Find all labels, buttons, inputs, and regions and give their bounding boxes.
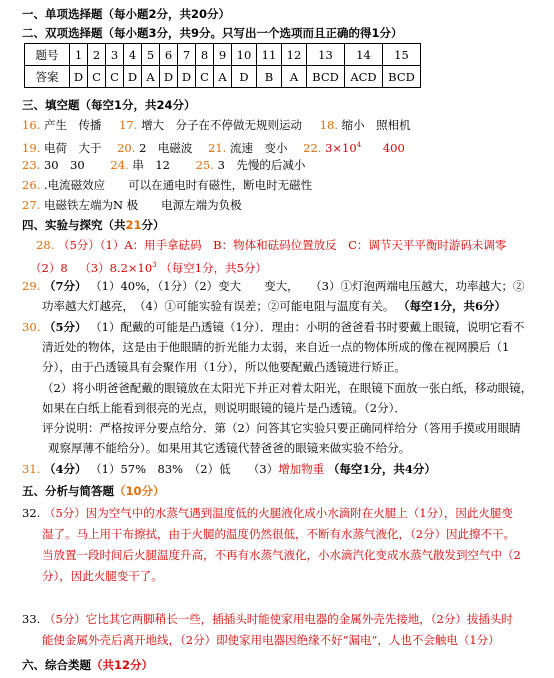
q-number: 18. xyxy=(319,118,339,132)
answer-text: （每空1分，共5分） xyxy=(160,260,267,275)
answer-text: 流速 变小 xyxy=(230,140,288,155)
answer-line-29b xyxy=(42,298,506,314)
answer-line-29a xyxy=(22,278,524,294)
answer-text: 3 先慢的后减小 xyxy=(217,158,306,172)
q-number: 31. xyxy=(22,462,41,476)
answer-text: 400 xyxy=(382,140,405,155)
answer-text: （1）57% 83% （2）低 （3） xyxy=(90,462,279,476)
table-num: 13 xyxy=(307,44,345,66)
answer-line-32c: 当放置一段时间后火腿温度升高，不再有水蒸气液化，小水滴汽化变成水蒸气散发到空气中（2 xyxy=(42,548,521,562)
section-1-heading: 一、单项选择题（每小题2分，共20分） xyxy=(22,7,231,21)
table-answer: D xyxy=(178,66,196,88)
heading-score: （共12分） xyxy=(91,658,154,672)
table-row-numbers xyxy=(25,44,421,66)
table-num: 14 xyxy=(345,44,383,66)
answer-text: 电磁铁左端为N 极 电源左端为负极 xyxy=(43,198,242,212)
table-num: 6 xyxy=(160,44,178,66)
q-number: 28. xyxy=(36,238,55,252)
answer-line-30e: 如果在白纸上能看到很亮的光点，则说明眼镜的镜片是凸透镜。（2分）． xyxy=(42,401,406,415)
table-answer: D xyxy=(160,66,178,88)
heading-text: 分） xyxy=(141,218,165,232)
answer-text: 增加物重 xyxy=(278,462,325,476)
answer-line-30b: 清近处的物体，这是由于他眼睛的折光能力太弱，来自近一点的物体所成的像在视网膜后（1 xyxy=(42,340,510,354)
score: （4分） xyxy=(43,462,87,476)
table-num: 15 xyxy=(383,44,421,66)
table-row-answers xyxy=(25,66,421,88)
table-answer: ACD xyxy=(345,66,383,88)
table-label-ans: 答案 xyxy=(25,66,70,88)
table-num: 9 xyxy=(214,44,232,66)
answer-line-27 xyxy=(22,197,242,213)
table-answer: D xyxy=(232,66,257,88)
table-num: 1 xyxy=(70,44,88,66)
section-4-heading xyxy=(22,217,165,233)
answer-line-30d: （2）将小明爸爸配戴的眼镜放在太阳光下并正对着太阳光，在眼镜下面放一张白纸，移动眼镜， xyxy=(42,381,533,395)
section-6-heading xyxy=(22,657,153,673)
answer-text: 功率越大灯越亮， （4）①可能实验有误差；②可能电阻与温度有关。 xyxy=(42,299,395,313)
table-num: 7 xyxy=(178,44,196,66)
answer-superscript: 4 xyxy=(356,141,362,149)
answer-text: 缩小 照相机 xyxy=(341,118,411,132)
answer-text: 增大 分子在不停做无规则运动 xyxy=(141,118,303,132)
answer-text: （1）配戴的可能是凸透镜（1分）．理由：小明的爸爸看书时要戴上眼镜，说明它看不 xyxy=(90,320,525,334)
q-number: 27. xyxy=(22,198,41,212)
answer-line-28b xyxy=(30,257,267,276)
q-number: 33. xyxy=(22,612,41,626)
table-answer: C xyxy=(88,66,106,88)
answer-text: 产生 传播 xyxy=(43,118,102,132)
table-num: 5 xyxy=(142,44,160,66)
table-num: 3 xyxy=(106,44,124,66)
table-label-num: 题号 xyxy=(25,44,70,66)
answer-text: 30 30 xyxy=(43,158,85,172)
q-number: 22. xyxy=(303,140,322,155)
answer-line-32d: 分），因此火腿变干了。 xyxy=(42,569,163,583)
q-number: 21. xyxy=(208,140,227,155)
table-num: 4 xyxy=(124,44,142,66)
table-num: 2 xyxy=(88,44,106,66)
table-num: 12 xyxy=(282,44,307,66)
section-3-heading: 三、填空题（每空1分，共24分） xyxy=(22,98,196,112)
answer-line-30f: 评分说明：严格按评分要点给分．第（2）问答其它实验只要正确同样给分（答用手摸或用眼睛 xyxy=(42,421,521,435)
q-number: 20. xyxy=(117,140,136,155)
section-5-heading xyxy=(22,483,165,499)
q-number: 32. xyxy=(22,506,41,520)
answer-line-33b: 能使金属外壳后离开地线，（2分）即使家用电器因绝缘不好“漏电”，人也不会触电（1分） xyxy=(42,633,500,647)
table-answer: BCD xyxy=(383,66,421,88)
answer-text: （2）8 xyxy=(30,260,68,275)
score: （7分） xyxy=(43,279,87,293)
answer-text: （1）40%，（1分）（2）变大 变大， （3）①灯泡两端电压越大，功率越大；② xyxy=(90,279,525,293)
score: （每空1分，共4分） xyxy=(327,462,436,476)
table-answer: B xyxy=(257,66,282,88)
answer-line-23-25 xyxy=(22,157,305,173)
section-2-heading: 二、双项选择题（每小题3分，共9分。只写出一个选项而且正确的得1分） xyxy=(22,26,403,40)
answer-line-28a xyxy=(36,237,506,253)
q-number: 30. xyxy=(22,320,41,334)
answer-text: （5分）因为空气中的水蒸气遇到温度低的火腿液化成小水滴附在火腿上（1分），因此火腿变 xyxy=(43,506,513,520)
answer-line-32a xyxy=(22,505,513,521)
table-answer: A xyxy=(214,66,232,88)
answer-text: 串 12 xyxy=(132,158,170,172)
answer-text: 3×10 xyxy=(325,140,357,155)
heading-text: 五、分析与简答题 xyxy=(22,484,114,498)
score: （每空1分，共6分） xyxy=(397,299,506,313)
table-answer: A xyxy=(282,66,307,88)
answer-text: （5分）它比其它两脚稍长一些，插插头时能使家用电器的金属外壳先接地，（2分）拔插头时 xyxy=(43,612,513,626)
q-number: 25. xyxy=(195,158,214,172)
heading-score: （10分） xyxy=(114,484,165,498)
answer-line-30a xyxy=(22,319,525,335)
q-number: 17. xyxy=(119,118,138,132)
q-number: 23. xyxy=(22,158,41,172)
answer-superscript: 3 xyxy=(152,261,157,269)
answer-line-31 xyxy=(22,461,436,477)
q-number: 29. xyxy=(22,279,41,293)
table-answer: C xyxy=(106,66,124,88)
answer-line-26 xyxy=(22,177,312,193)
q-number: 24. xyxy=(110,158,129,172)
answer-line-32b: 湿了。马上用干布擦拭，由于火腿的温度仍然很低，不断有水蒸气液化，（2分）因此擦不干。 xyxy=(42,527,516,541)
table-answer: BCD xyxy=(307,66,345,88)
table-answer: C xyxy=(196,66,214,88)
answer-text: 2 电磁波 xyxy=(139,140,193,155)
table-answer: D xyxy=(124,66,142,88)
answer-table xyxy=(24,43,421,88)
table-num: 11 xyxy=(257,44,282,66)
table-answer: A xyxy=(142,66,160,88)
heading-score: 21 xyxy=(125,218,142,232)
table-num: 10 xyxy=(232,44,257,66)
heading-text: 四、实验与探究（共 xyxy=(22,218,126,232)
q-number: 19. xyxy=(22,140,41,155)
answer-text: 电荷 大于 xyxy=(43,140,102,155)
q-number: 26. xyxy=(22,178,41,192)
score: （5分） xyxy=(43,320,87,334)
heading-text: 六、综合类题 xyxy=(22,658,91,672)
answer-line-30c: 分），由于凸透镜具有会聚作用（1分），所以他要配戴凸透镜进行矫正。 xyxy=(42,360,406,374)
answer-line-16-18 xyxy=(22,117,411,133)
table-answer: D xyxy=(70,66,88,88)
answer-line-30g: 观察厚薄不能给分）。如果用其它透镜代替爸爸的眼镜来做实验不给分。 xyxy=(48,441,411,455)
answer-text: .电流磁效应 可以在通电时有磁性，断电时无磁性 xyxy=(43,178,313,192)
q-number: 16. xyxy=(22,118,41,132)
answer-line-19-22 xyxy=(22,137,405,156)
answer-text: （5分）（1）A：用手拿砝码 B：物体和砝码位置放反 C：调节天平平衡时游码未调零 xyxy=(57,238,507,252)
answer-text: （3）8.2×10 xyxy=(79,260,153,275)
answer-line-33a xyxy=(22,611,513,627)
table-num: 8 xyxy=(196,44,214,66)
